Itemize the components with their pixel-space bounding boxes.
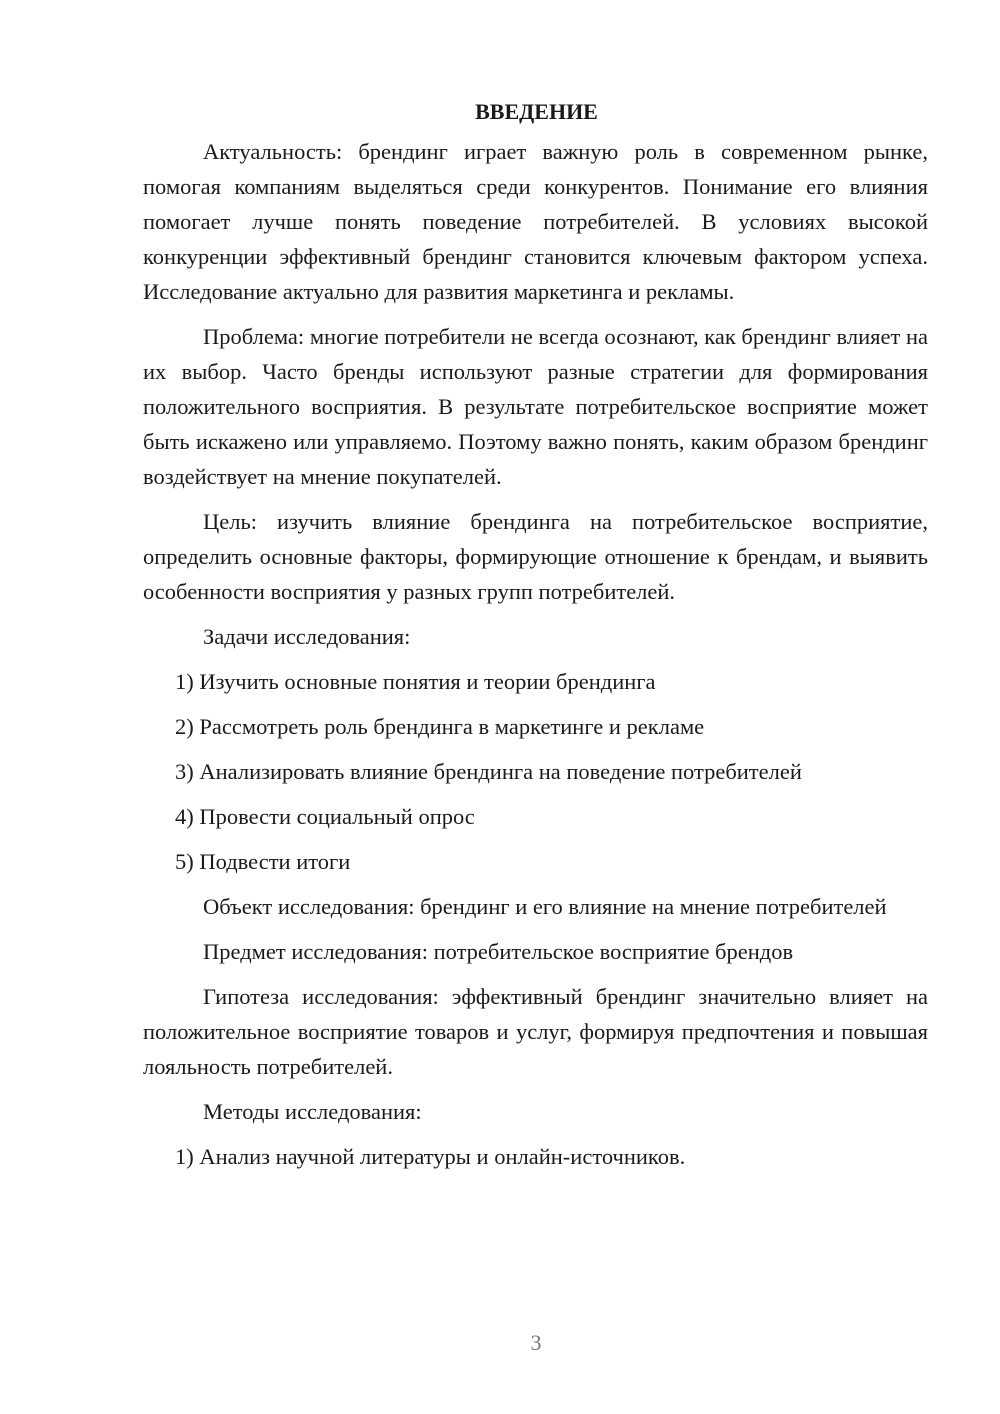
task-item: 3) Анализировать влияние брендинга на поведение потребителей [175, 759, 802, 784]
hypothesis-paragraph: Гипотеза исследования: эффективный брендинг значительно влияет на положительное восприятие товаров и услуг, формируя предпочтения и повышая лояльность потребителей. [143, 984, 928, 1079]
task-item: 1) Изучить основные понятия и теории брендинга [175, 669, 656, 694]
tasks-heading: Задачи исследования: [203, 624, 411, 649]
methods-heading: Методы исследования: [203, 1099, 422, 1124]
page-number: 3 [530, 1330, 542, 1355]
subject-paragraph: Предмет исследования: потребительское восприятие брендов [203, 939, 794, 964]
task-item: 4) Провести социальный опрос [175, 804, 475, 829]
method-item: 1) Анализ научной литературы и онлайн-источников. [175, 1144, 686, 1169]
problem-paragraph: Проблема: многие потребители не всегда осознают, как брендинг влияет на их выбор. Часто бренды используют разные стратегии для формирования положительного восприятия. В результате потребительское восприятие может быть искажено или управляемо. Поэтому важно понять, каким образом брендинг воздействует на мнение покупателей. [143, 324, 928, 489]
page-title: ВВЕДЕНИЕ [475, 99, 598, 124]
task-item: 5) Подвести итоги [175, 849, 351, 874]
task-item: 2) Рассмотреть роль брендинга в маркетинге и рекламе [175, 714, 705, 739]
goal-paragraph: Цель: изучить влияние брендинга на потребительское восприятие, определить основные факторы, формирующие отношение к брендам, и выявить особенности восприятия у разных групп потребителей. [143, 509, 928, 604]
document-page [143, 94, 928, 1184]
relevance-paragraph: Актуальность: брендинг играет важную роль в современном рынке, помогая компаниям выделяться среди конкурентов. Понимание его влияния помогает лучше понять поведение потребителей. В условиях высокой конкуренции эффективный брендинг становится ключевым фактором успеха. Исследование актуально для развития маркетинга и рекламы. [143, 139, 928, 304]
object-paragraph: Объект исследования: брендинг и его влияние на мнение потребителей [203, 894, 887, 919]
